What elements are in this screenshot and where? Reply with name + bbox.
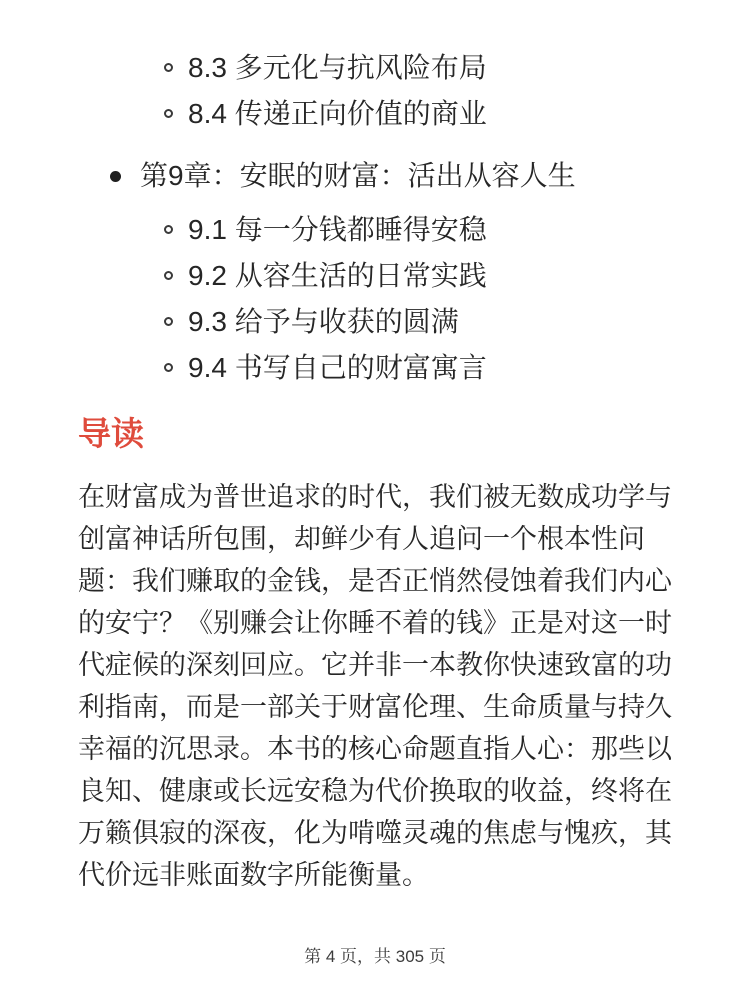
circle-bullet-icon [164, 363, 173, 372]
disc-bullet-icon [110, 171, 121, 182]
toc-item-label: 8.4 传递正向价值的商业 [188, 98, 487, 129]
circle-bullet-icon [164, 271, 173, 280]
toc-item-9-1 [78, 212, 674, 248]
toc-item-label: 9.1 每一分钱都睡得安稳 [188, 214, 487, 245]
toc-item-9-4 [78, 350, 674, 386]
document-content [78, 50, 674, 896]
toc-item-label: 9.4 书写自己的财富寓言 [188, 352, 487, 383]
toc-chapter-label: 第9章：安眠的财富：活出从容人生 [140, 160, 576, 191]
circle-bullet-icon [164, 225, 173, 234]
toc-item-8-4 [78, 96, 674, 132]
toc-item-label: 8.3 多元化与抗风险布局 [188, 52, 487, 83]
section-heading: 导读 [78, 415, 144, 452]
toc-item-8-3 [78, 50, 674, 86]
toc-item-chapter9 [78, 158, 674, 194]
toc-chapter8-subitems [78, 50, 674, 132]
toc-item-label: 9.3 给予与收获的圆满 [188, 306, 459, 337]
page-indicator: 第 4 页，共 305 页 [304, 947, 446, 966]
toc-item-9-2 [78, 258, 674, 294]
toc-item-label: 9.2 从容生活的日常实践 [188, 260, 487, 291]
toc-item-9-3 [78, 304, 674, 340]
circle-bullet-icon [164, 63, 173, 72]
intro-paragraph: 在财富成为普世追求的时代，我们被无数成功学与创富神话所包围，却鲜少有人追问一个根本性问题：我们赚取的金钱，是否正悄然侵蚀着我们内心的安宁？《别赚会让你睡不着的钱》正是对这一时代症候的深刻回应。它并非一本教你快速致富的功利指南，而是一部关于财富伦理、生命质量与持久幸福的沉思录。本书的核心命题直指人心：那些以良知、健康或长远安稳为代价换取的收益，终将在万籁俱寂的深夜，化为啃噬灵魂的焦虑与愧疚，其代价远非账面数字所能衡量。 [78, 482, 672, 890]
circle-bullet-icon [164, 109, 173, 118]
toc-chapter9-subitems [78, 212, 674, 386]
page-footer [0, 942, 750, 967]
circle-bullet-icon [164, 317, 173, 326]
